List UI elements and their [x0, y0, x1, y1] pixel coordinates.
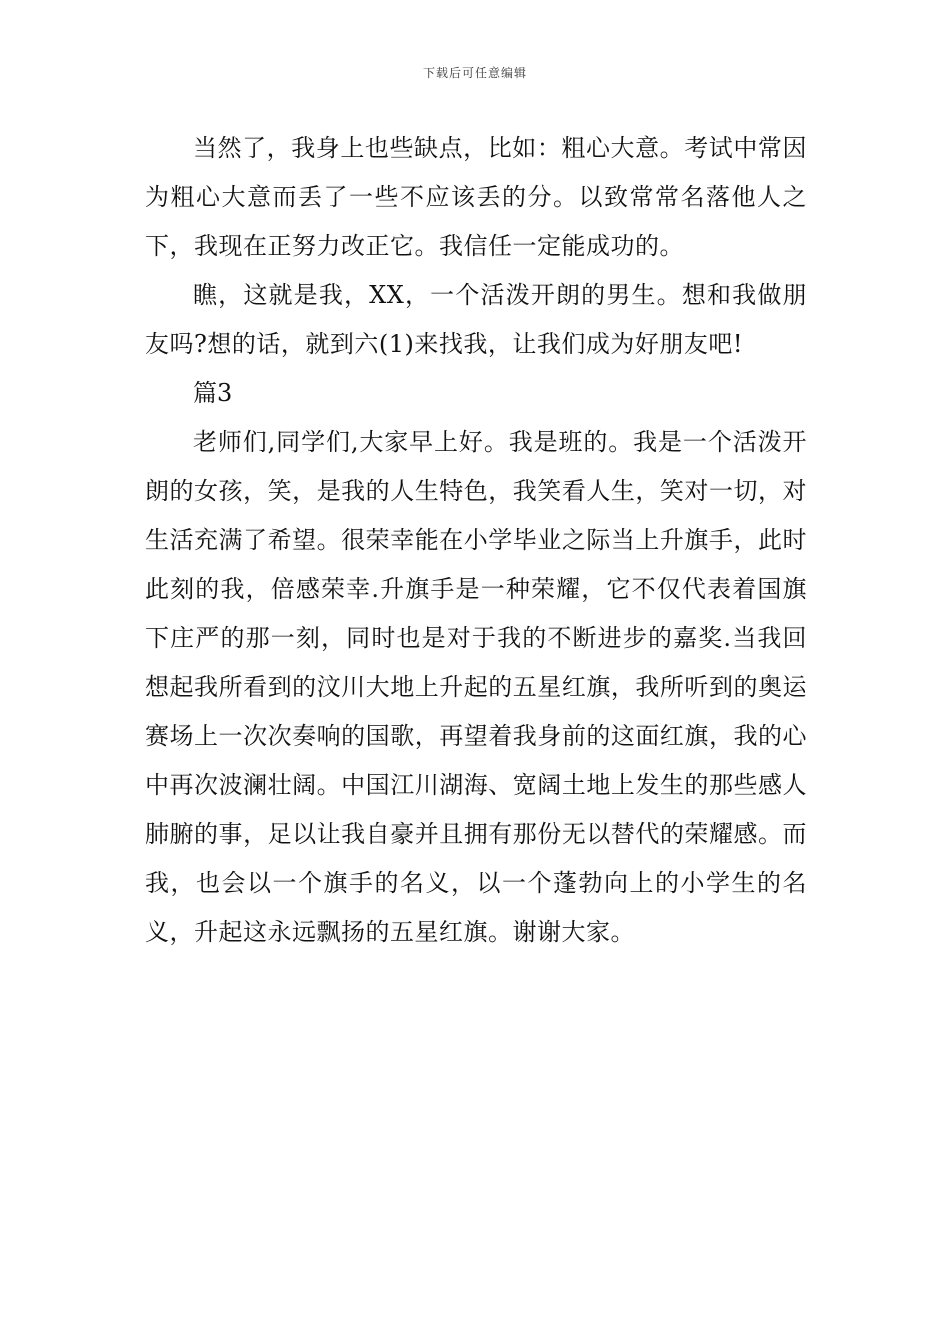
- page-header: 下载后可任意编辑: [422, 66, 527, 80]
- paragraph-introduction: 瞧，这就是我，XX，一个活泼开朗的男生。想和我做朋友吗?想的话，就到六(1)来找我，让我们成为好朋友吧!: [145, 281, 807, 358]
- document-body: [145, 124, 807, 957]
- section-heading: 篇3: [193, 379, 233, 407]
- paragraph-shortcomings: 当然了，我身上也些缺点，比如：粗心大意。考试中常因为粗心大意而丢了一些不应该丢的分。以致常常名落他人之下，我现在正努力改正它。我信任一定能成功的。: [145, 134, 807, 260]
- paragraph-flag-raiser-speech: 老师们,同学们,大家早上好。我是班的。我是一个活泼开朗的女孩，笑，是我的人生特色，我笑看人生，笑对一切，对生活充满了希望。很荣幸能在小学毕业之际当上升旗手，此时此刻的我，倍感荣幸.升旗手是一种荣耀，它不仅代表着国旗下庄严的那一刻，同时也是对于我的不断进步的嘉奖.当我回想起我所看到的汶川大地上升起的五星红旗，我所听到的奥运赛场上一次次奏响的国歌，再望着我身前的这面红旗，我的心中再次波澜壮阔。中国江川湖海、宽阔土地上发生的那些感人肺腑的事，足以让我自豪并且拥有那份无以替代的荣耀感。而我，也会以一个旗手的名义，以一个蓬勃向上的小学生的名义，升起这永远飘扬的五星红旗。谢谢大家。: [145, 428, 807, 946]
